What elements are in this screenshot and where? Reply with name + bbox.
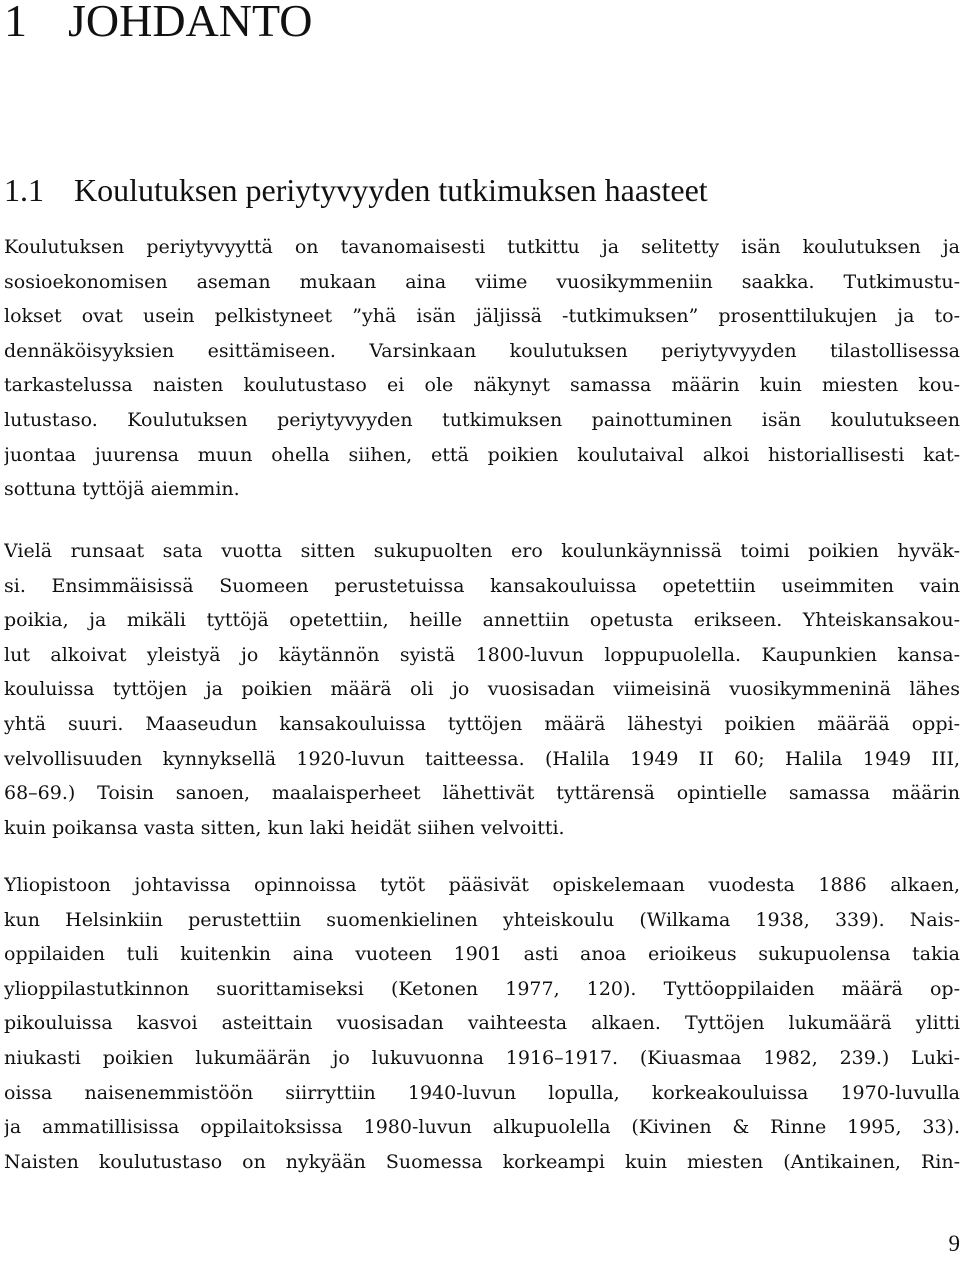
- text-line: 68–69.) Toisin sanoen, maalaisperheet lähettivät tyttärensä opintielle samassa määrin: [4, 782, 960, 805]
- text-line: Vielä runsaat sata vuotta sitten sukupuolten ero koulunkäynnissä toimi poikien hyväk-: [4, 540, 960, 562]
- chapter-title: JOHDANTO: [68, 0, 313, 46]
- chapter-heading: [4, 0, 313, 48]
- text-line: kuin poikansa vasta sitten, kun laki heidät siihen velvoitti.: [4, 816, 565, 839]
- text-line: ylioppilastutkinnon suorittamiseksi (Ketonen 1977, 120). Tyttöoppilaiden määrä op-: [4, 977, 960, 1000]
- text-line: ja ammatillisissa oppilaitoksissa 1980-luvun alkupuolella (Kivinen & Rinne 1995, 33).: [4, 1116, 960, 1139]
- text-line: lut alkoivat yleistyä jo käytännön syistä 1800-luvun loppupuolella. Kaupunkien kansa-: [4, 643, 960, 666]
- text-line: yhtä suuri. Maaseudun kansakouluissa tyttöjen määrä lähestyi poikien määrää oppi-: [4, 712, 960, 735]
- text-line: sosioekonomisen aseman mukaan aina viime vuosikymmeniin saakka. Tutkimustu-: [4, 270, 960, 293]
- text-line: kun Helsinkiin perustettiin suomenkielinen yhteiskoulu (Wilkama 1938, 339). Nais-: [4, 908, 960, 931]
- text-line: sottuna tyttöjä aiemmin.: [4, 478, 240, 501]
- text-line: oppilaiden tuli kuitenkin aina vuoteen 1901 asti anoa erioikeus sukupuolensa takia: [4, 943, 960, 966]
- text-line: lutustaso. Koulutuksen periytyvyyden tutkimuksen painottuminen isän koulutukseen: [4, 408, 960, 431]
- body-paragraph-2: [4, 534, 960, 845]
- body-paragraph-3: [4, 868, 960, 1179]
- text-line: oissa naisenemmistöön siirryttiin 1940-luvun lopulla, korkeakouluissa 1970-luvulla: [4, 1081, 960, 1104]
- section-number: 1.1: [4, 172, 44, 208]
- text-line: tarkastelussa naisten koulutustaso ei ole näkynyt samassa määrin kuin miesten kou-: [4, 374, 960, 397]
- text-line: velvollisuuden kynnyksellä 1920-luvun taitteessa. (Halila 1949 II 60; Halila 1949 III,: [4, 747, 960, 770]
- text-line: kouluissa tyttöjen ja poikien määrä oli jo vuosisadan viimeisinä vuosikymmeninä lähes: [4, 678, 960, 701]
- text-line: Naisten koulutustaso on nykyään Suomessa korkeampi kuin miesten (Antikainen, Rin-: [4, 1150, 960, 1173]
- text-line: poikia, ja mikäli tyttöjä opetettiin, heille annettiin opetusta erikseen. Yhteiskansakou-: [4, 609, 960, 632]
- text-line: juontaa juurensa muun ohella siihen, että poikien koulutaival alkoi historiallisesti kat-: [4, 443, 960, 466]
- text-line: niukasti poikien lukumäärän jo lukuvuonna 1916–1917. (Kiuasmaa 1982, 239.) Luki-: [4, 1046, 960, 1069]
- page-number: 9: [948, 1231, 960, 1256]
- text-line: si. Ensimmäisissä Suomeen perustetuissa kansakouluissa opetettiin useimmiten vain: [4, 574, 960, 597]
- text-line: pikouluissa kasvoi asteittain vuosisadan vaihteesta alkaen. Tyttöjen lukumäärä ylitti: [4, 1012, 960, 1035]
- section-heading: [4, 170, 708, 210]
- text-line: Yliopistoon johtavissa opinnoissa tytöt pääsivät opiskelemaan vuodesta 1886 alkaen,: [4, 874, 960, 896]
- text-line: Koulutuksen periytyvyyttä on tavanomaisesti tutkittu ja selitetty isän koulutuksen ja: [4, 236, 960, 258]
- chapter-number: 1: [4, 0, 27, 46]
- body-paragraph-1: [4, 230, 960, 507]
- section-title: Koulutuksen periytyvyyden tutkimuksen haasteet: [74, 172, 708, 208]
- text-line: lokset ovat usein pelkistyneet ”yhä isän jäljissä -tutkimuksen” prosenttilukujen ja to-: [4, 305, 960, 328]
- text-line: dennäköisyyksien esittämiseen. Varsinkaan koulutuksen periytyvyyden tilastollisessa: [4, 339, 960, 362]
